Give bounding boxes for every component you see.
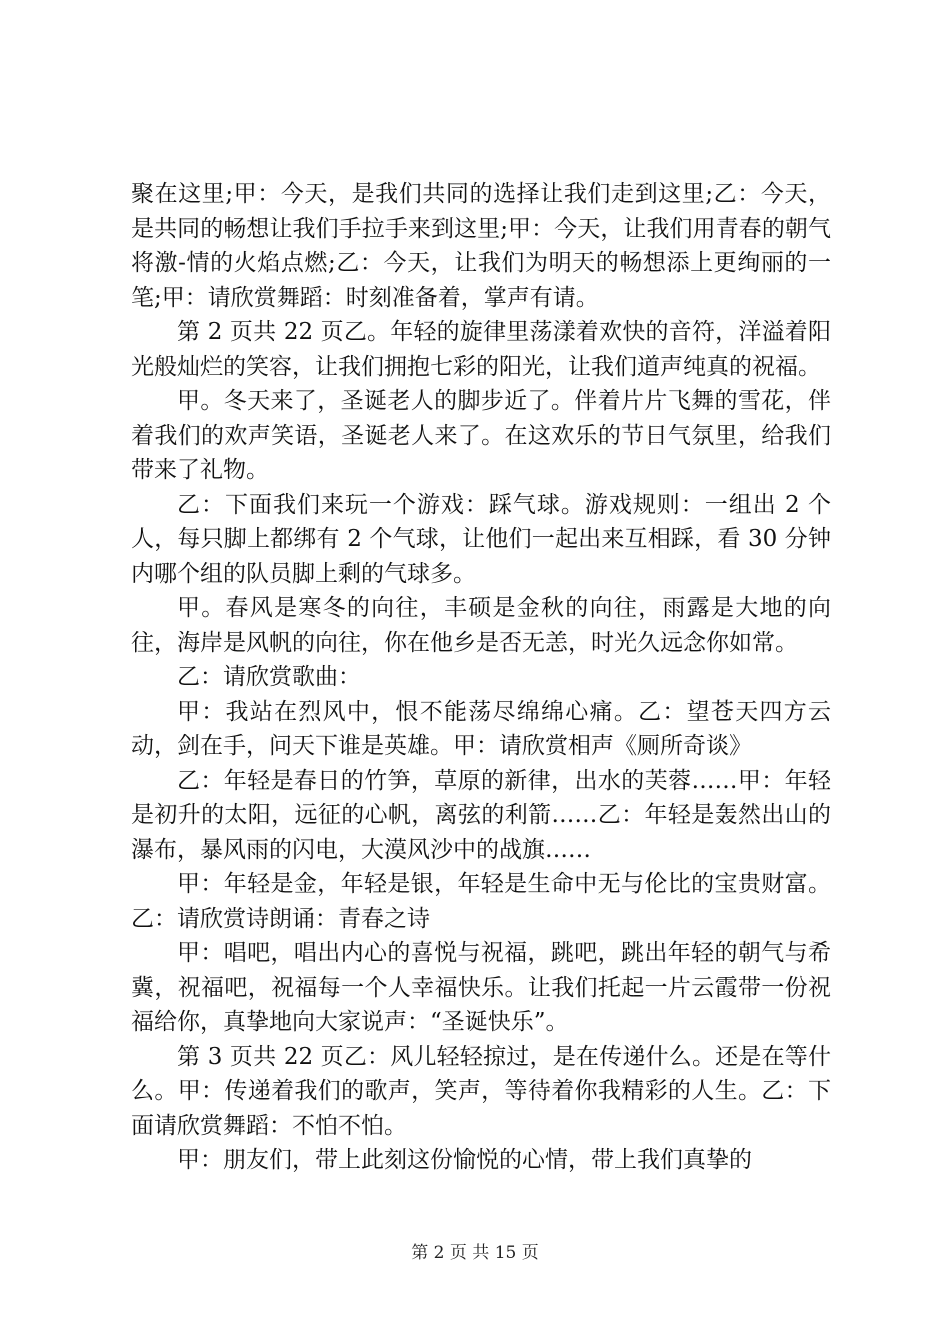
paragraph-11: 第 3 页共 22 页乙：风儿轻轻掠过，是在传递什么。还是在等什么。甲：传递着我们的歌声，笑声，等待着你我精彩的人生。乙：下面请欣赏舞蹈：不怕不怕。	[131, 1043, 831, 1139]
paragraph-5: 甲。春风是寒冬的向往，丰硕是金秋的向往，雨露是大地的向往，海岸是风帆的向往，你在他乡是否无恙，时光久远念你如常。	[131, 595, 831, 656]
paragraph-9: 甲：年轻是金，年轻是银，年轻是生命中无与伦比的宝贵财富。乙：请欣赏诗朗诵：青春之诗	[131, 871, 831, 932]
page-number-label: 第 2 页 共 15 页	[411, 1243, 539, 1263]
paragraph-3: 甲。冬天来了，圣诞老人的脚步近了。伴着片片飞舞的雪花，伴着我们的欢声笑语，圣诞老人来了。在这欢乐的节日气氛里，给我们带来了礼物。	[131, 388, 831, 483]
paragraph-12: 甲：朋友们，带上此刻这份愉悦的心情，带上我们真挚的	[177, 1147, 752, 1173]
paragraph-4: 乙：下面我们来玩一个游戏：踩气球。游戏规则：一组出 2 个人，每只脚上都绑有 2 个气球，让他们一起出来互相踩，看 30 分钟内哪个组的队员脚上剩的气球多。	[131, 491, 831, 587]
paragraph-2: 第 2 页共 22 页乙。年轻的旋律里荡漾着欢快的音符，洋溢着阳光般灿烂的笑容，让我们拥抱七彩的阳光，让我们道声纯真的祝福。	[131, 319, 831, 380]
paragraph-1: 聚在这里;甲：今天，是我们共同的选择让我们走到这里;乙：今天，是共同的畅想让我们手拉手来到这里;甲：今天，让我们用青春的朝气将激-情的火焰点燃;乙：今天，让我们为明天的畅想添上更绚丽的一笔;甲：请欣赏舞蹈：时刻准备着，掌声有请。	[131, 181, 831, 311]
paragraph-6: 乙：请欣赏歌曲：	[177, 664, 361, 690]
paragraph-10: 甲：唱吧，唱出内心的喜悦与祝福，跳吧，跳出年轻的朝气与希冀，祝福吧，祝福每一个人幸福快乐。让我们托起一片云霞带一份祝福给你，真挚地向大家说声：“圣诞快乐”。	[131, 940, 831, 1035]
page-footer	[0, 1242, 950, 1264]
paragraph-8: 乙：年轻是春日的竹笋，草原的新律，出水的芙蓉……甲：年轻是初升的太阳，远征的心帆，离弦的利箭……乙：年轻是轰然出山的瀑布，暴风雨的闪电，大漠风沙中的战旗……	[131, 767, 831, 863]
document-body	[131, 177, 831, 1178]
paragraph-7: 甲：我站在烈风中，恨不能荡尽绵绵心痛。乙：望苍天四方云动，剑在手，问天下谁是英雄。甲：请欣赏相声《厕所奇谈》	[131, 698, 831, 759]
